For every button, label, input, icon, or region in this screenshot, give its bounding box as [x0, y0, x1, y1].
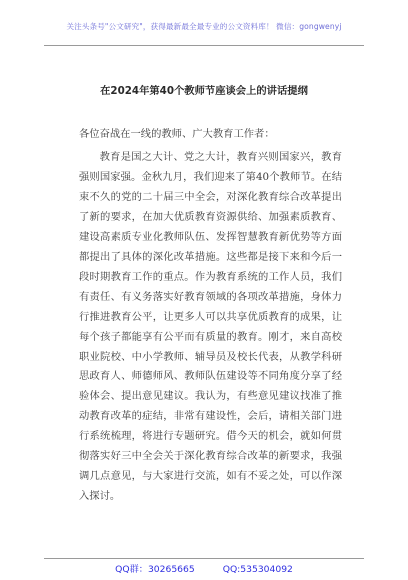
qq-group-number: QQ群：30265665	[115, 564, 195, 575]
footer-divider	[44, 558, 364, 559]
header-divider	[44, 45, 364, 46]
footer-contact	[0, 561, 408, 575]
qq-number: QQ:535304092	[222, 564, 293, 575]
body-paragraph: 教育是国之大计、党之大计，教育兴则国家兴，教育强则国家强。金秋九月，我们迎来了第40个教师节。在结束不久的党的二十届三中全会，对深化教育综合改革提出了新的要求，在加大优质教育资源供给、加强素质教育、建设高素质专业化教师队伍、发挥智慧教育新优势等方面都提出了具体的深化改革措施。这些都是接下来和今后一段时期教育工作的重点。作为教育系统的工作人员，我们有责任、有义务落实好教育领域的各项改革措施，身体力行推进教育公平，让更多人可以共享优质教育的成果，让每个孩子都能享有公平而有质量的教育。刚才，来自高校职业院校、中小学教师、辅导员及校长代表，从教学科研思政育人、师德师风、教师队伍建设等不同角度分享了经验体会、提出意见建议。我认为，有些意见建议找准了推动教育改革的症结，非常有建设性，会后，请相关部门进行系统梳理，将进行专题研究。借今天的机会，就如何贯彻落实好三中全会关于深化教育综合改革的新要求，我强调几点意见，与大家进行交流，如有不妥之处，可以作深入探讨。	[79, 151, 342, 503]
salutation: 各位奋战在一线的教师、广大教育工作者：	[79, 128, 275, 140]
promo-banner: 关注头条号"公文研究"，获得最新最全最专业的公文资料库！ 微信：gongwenyj	[66, 22, 342, 31]
document-title: 在2024年第40个教师节座谈会上的讲话提纲	[100, 85, 308, 97]
